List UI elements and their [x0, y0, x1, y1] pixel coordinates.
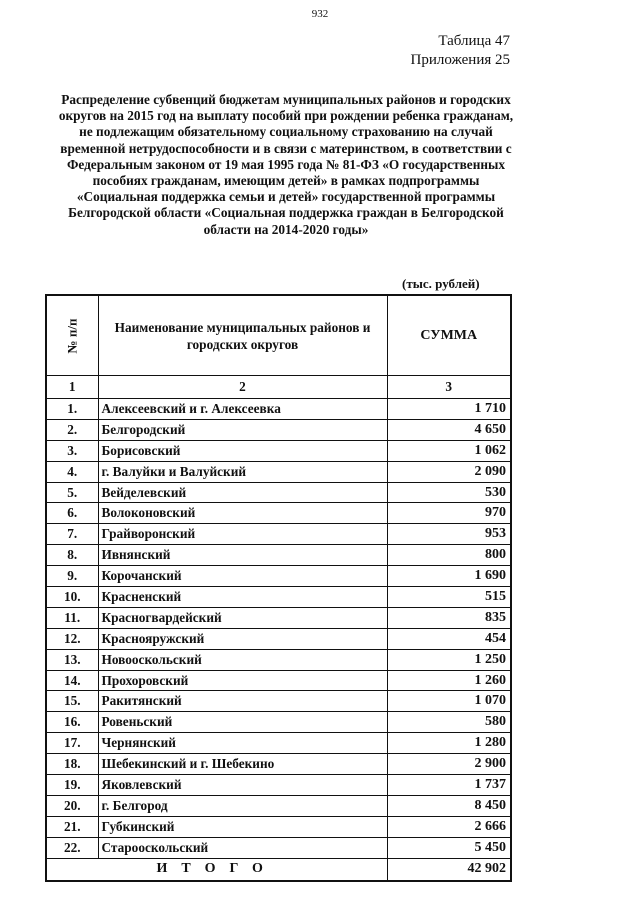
subvention-amount: 2 900: [387, 754, 511, 775]
row-number: 10.: [46, 587, 98, 608]
table-row: [46, 461, 511, 482]
district-name: Алексеевский и г. Алексеевка: [98, 399, 387, 420]
column-index: 2: [98, 376, 387, 399]
table-row: [46, 524, 511, 545]
row-number: 21.: [46, 816, 98, 837]
district-name: Белгородский: [98, 419, 387, 440]
district-name: Красногвардейский: [98, 607, 387, 628]
table-row: [46, 607, 511, 628]
table-row: [46, 419, 511, 440]
table-row: [46, 587, 511, 608]
district-name: Грайворонский: [98, 524, 387, 545]
document-title: Распределение субвенций бюджетам муниципальных районов и городских округов на 2015 год на выплату пособий при рождении ребенка гражданам, не подлежащим обязательному социальному страхованию на случай временной нетрудоспособности и в связи с материнством, в соответствии с Федеральным законом от 19 мая 1995 года № 81-ФЗ «О государственных пособиях гражданам, имеющим детей» в рамках подпрограммы «Социальная поддержка семьи и детей» государственной программы Белгородской области «Социальная поддержка граждан в Белгородской области на 2014-2020 годы»: [58, 92, 514, 237]
row-number: 8.: [46, 545, 98, 566]
subvention-amount: 1 690: [387, 566, 511, 587]
row-number: 7.: [46, 524, 98, 545]
district-name: Шебекинский и г. Шебекино: [98, 754, 387, 775]
table-row: [46, 503, 511, 524]
subvention-amount: 800: [387, 545, 511, 566]
table-row: [46, 795, 511, 816]
table-row: [46, 670, 511, 691]
district-name: Ракитянский: [98, 691, 387, 712]
district-name: г. Белгород: [98, 795, 387, 816]
table-row: [46, 712, 511, 733]
subvention-table: [45, 294, 512, 882]
table-row: [46, 566, 511, 587]
column-index: 3: [387, 376, 511, 399]
subvention-amount: 1 062: [387, 440, 511, 461]
district-name: Ивнянский: [98, 545, 387, 566]
row-number: 20.: [46, 795, 98, 816]
district-name: Ровеньский: [98, 712, 387, 733]
header-number-label: № п/п: [64, 318, 80, 353]
table-reference: [310, 32, 510, 70]
row-number: 2.: [46, 419, 98, 440]
table-row: [46, 482, 511, 503]
subvention-amount: 454: [387, 628, 511, 649]
row-number: 12.: [46, 628, 98, 649]
table-row: [46, 440, 511, 461]
units-label: (тыс. рублей): [402, 276, 480, 291]
district-name: Новооскольский: [98, 649, 387, 670]
subvention-amount: 2 090: [387, 461, 511, 482]
table-row: [46, 837, 511, 858]
district-name: г. Валуйки и Валуйский: [98, 461, 387, 482]
row-number: 13.: [46, 649, 98, 670]
total-label: ИТОГО: [46, 858, 387, 881]
column-index: 1: [46, 376, 98, 399]
subvention-amount: 1 070: [387, 691, 511, 712]
district-name: Корочанский: [98, 566, 387, 587]
subvention-amount: 515: [387, 587, 511, 608]
row-number: 14.: [46, 670, 98, 691]
subvention-amount: 1 710: [387, 399, 511, 420]
appendix-number: Приложения 25: [410, 52, 510, 68]
subvention-amount: 530: [387, 482, 511, 503]
subvention-amount: 5 450: [387, 837, 511, 858]
district-name: Вейделевский: [98, 482, 387, 503]
column-index-row: [46, 376, 511, 399]
table-row: [46, 754, 511, 775]
table-row: [46, 733, 511, 754]
row-number: 1.: [46, 399, 98, 420]
total-amount: 42 902: [387, 858, 511, 881]
total-row: [46, 858, 511, 881]
row-number: 17.: [46, 733, 98, 754]
row-number: 16.: [46, 712, 98, 733]
row-number: 19.: [46, 775, 98, 796]
header-number-column: [46, 295, 98, 376]
row-number: 5.: [46, 482, 98, 503]
subvention-amount: 2 666: [387, 816, 511, 837]
subvention-amount: 4 650: [387, 419, 511, 440]
table-row: [46, 628, 511, 649]
subvention-amount: 1 737: [387, 775, 511, 796]
subvention-amount: 580: [387, 712, 511, 733]
header-sum-column: СУММА: [387, 295, 511, 376]
district-name: Борисовский: [98, 440, 387, 461]
page-number: 932: [311, 8, 329, 20]
subvention-amount: 953: [387, 524, 511, 545]
district-name: Волоконовский: [98, 503, 387, 524]
district-name: Чернянский: [98, 733, 387, 754]
subvention-amount: 8 450: [387, 795, 511, 816]
table-row: [46, 775, 511, 796]
row-number: 22.: [46, 837, 98, 858]
subvention-amount: 1 250: [387, 649, 511, 670]
district-name: Яковлевский: [98, 775, 387, 796]
table-row: [46, 545, 511, 566]
row-number: 18.: [46, 754, 98, 775]
district-name: Краснояружский: [98, 628, 387, 649]
table-row: [46, 649, 511, 670]
row-number: 11.: [46, 607, 98, 628]
subvention-amount: 1 280: [387, 733, 511, 754]
row-number: 15.: [46, 691, 98, 712]
row-number: 3.: [46, 440, 98, 461]
table-number: Таблица 47: [438, 33, 510, 49]
row-number: 6.: [46, 503, 98, 524]
subvention-amount: 835: [387, 607, 511, 628]
district-name: Прохоровский: [98, 670, 387, 691]
header-name-column: Наименование муниципальных районов и городских округов: [98, 295, 387, 376]
district-name: Красненский: [98, 587, 387, 608]
district-name: Старооскольский: [98, 837, 387, 858]
table-row: [46, 399, 511, 420]
district-name: Губкинский: [98, 816, 387, 837]
row-number: 4.: [46, 461, 98, 482]
subvention-amount: 970: [387, 503, 511, 524]
row-number: 9.: [46, 566, 98, 587]
subvention-amount: 1 260: [387, 670, 511, 691]
table-row: [46, 816, 511, 837]
table-row: [46, 691, 511, 712]
header-row: [46, 295, 511, 376]
